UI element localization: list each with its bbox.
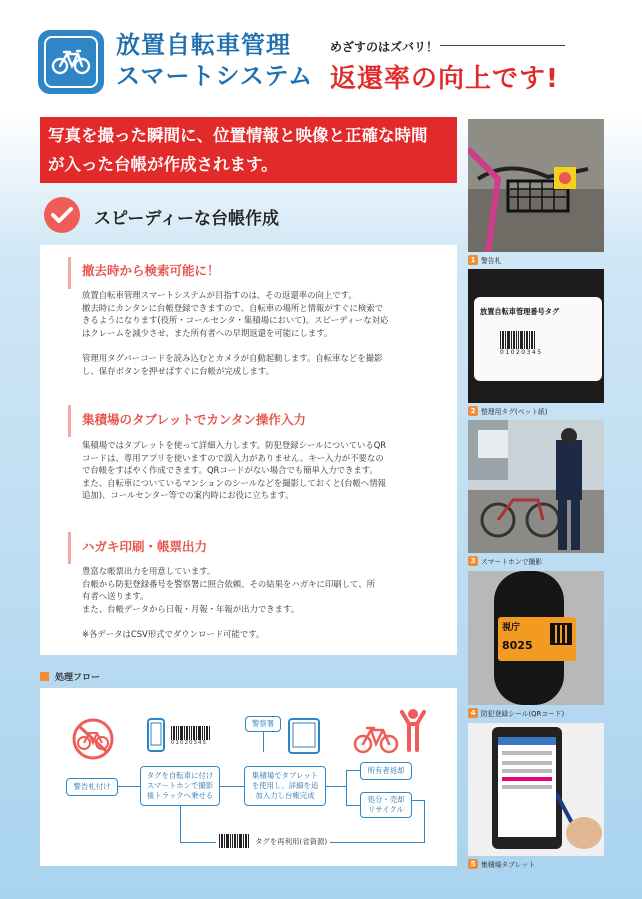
photo-number: 2 bbox=[468, 406, 478, 416]
barcode-icon bbox=[219, 834, 249, 848]
photo-caption-1 bbox=[468, 255, 501, 265]
photo-number: 5 bbox=[468, 859, 478, 869]
tagline-headline: 返還率の向上です! bbox=[330, 64, 559, 94]
section-title-print: ハガキ印刷・帳票出力 bbox=[82, 539, 208, 554]
barcode-icon bbox=[171, 726, 210, 746]
photo-caption-2 bbox=[468, 406, 547, 416]
police-station-box: 警察署 bbox=[245, 716, 281, 732]
flow-connector bbox=[346, 770, 360, 771]
feature-panel bbox=[40, 245, 457, 655]
person-icon bbox=[400, 708, 426, 752]
brand-line-2: スマートシステム bbox=[116, 62, 314, 90]
reuse-tag-label bbox=[216, 834, 330, 848]
flow-label-text: 処理フロー bbox=[55, 673, 101, 683]
headline-banner bbox=[40, 117, 457, 183]
tablet-icon bbox=[288, 718, 320, 754]
photo-number: 3 bbox=[468, 556, 478, 566]
sticker-number: 8025 bbox=[502, 639, 533, 652]
flow-connector bbox=[424, 800, 425, 842]
photo-warning-tag bbox=[468, 119, 604, 252]
photo-caption-text: 防犯登録シール(QRコード) bbox=[481, 710, 565, 718]
barcode-number: 01020345 bbox=[171, 740, 207, 746]
flow-label bbox=[40, 670, 100, 683]
section-body-print: 豊富な帳票出力を用意しています。 台帳から防犯登録番号を警察署に照合依頼、その結果をハガキに印刷して、所 有者へ送ります。 また、台帳データから日報・月報・年報が出力できます。 ※各データはCSV形式でダウンロード可能です。 bbox=[82, 566, 375, 639]
smartphone-icon bbox=[147, 718, 165, 752]
flow-connector bbox=[346, 770, 347, 806]
photo-caption-text: 整理用タグ(ペット紙) bbox=[481, 408, 548, 416]
tag-number-text: 01020345 bbox=[500, 349, 543, 356]
flow-connector bbox=[118, 786, 140, 787]
reuse-text: タグを再利用(省資源) bbox=[255, 836, 328, 846]
flow-connector bbox=[263, 732, 264, 752]
tag-and-photo-box: タグを自転車に付け スマートホンで撮影 後トラックへ乗せる bbox=[140, 766, 220, 806]
barcode-icon bbox=[500, 331, 596, 356]
section-accent-bar bbox=[68, 532, 71, 564]
flow-connector bbox=[180, 806, 181, 842]
photo-caption-text: 警告札 bbox=[481, 257, 502, 265]
photo-collection-tablet bbox=[468, 723, 604, 856]
photo-smartphone-shot bbox=[468, 420, 604, 553]
section-body-search: 放置自転車管理スマートシステムが目指すのは、その返還率の向上です。 撤去時にカンタンに台帳登録できますので、自転車の場所と情報がすぐに検索で きるようになります(役所・コールセンタ・集積場において)。スピーディーな対応 はクレームを減少させ、また所有者への早期返還を可能にします。 管理用タグバーコードを読み込むとカメラが自動起動します。自転車などを撮影 し、保存ボタンを押せばすぐに台帳が完成します。 bbox=[82, 290, 389, 376]
owner-return-box: 所有者返却 bbox=[360, 762, 412, 780]
tag-title-text: 放置自転車管理番号タグ bbox=[480, 307, 560, 316]
checkmark-icon bbox=[44, 197, 80, 233]
flow-connector bbox=[220, 786, 244, 787]
flow-connector bbox=[412, 800, 424, 801]
section-body-tablet: 集積場ではタブレットを使って詳細入力します。防犯登録シールについているQR コードは、専用アプリを使いますので誤入力がありません。キー入力が不要なの で台帳をすばやく作成できます。QRコードがない場合でも簡単入力できます。 また、自転車についているマンションのシールなどを撮影しておくと(台帳へ情報 追加)、コールセンター等での案内時にお役に立ちます。 bbox=[82, 440, 387, 501]
flow-connector bbox=[346, 805, 360, 806]
sticker-text-top: 視庁 bbox=[502, 623, 521, 633]
feature-title: スピーディーな台帳作成 bbox=[94, 209, 279, 229]
photo-caption-3 bbox=[468, 556, 542, 566]
disposal-box: 処分・売却 リサイクル bbox=[360, 792, 412, 818]
brand-line-1: 放置自転車管理 bbox=[116, 31, 291, 59]
stylus-hand-icon bbox=[556, 793, 604, 853]
photo-caption-text: 集積場タブレット bbox=[481, 861, 536, 869]
section-title-search: 撤去時から検索可能に！ bbox=[82, 263, 220, 278]
banner-line-2: が入った台帳が作成されます。 bbox=[48, 155, 278, 174]
process-flow-diagram bbox=[40, 688, 457, 866]
bicycle-return-icon bbox=[352, 724, 400, 754]
photo-caption-text: スマートホンで撮影 bbox=[481, 558, 543, 566]
bicycle-icon bbox=[51, 49, 91, 75]
photo-number: 4 bbox=[468, 708, 478, 718]
warning-tag-box: 警告札付け bbox=[66, 778, 118, 796]
tagline-small: めざすのはズバリ！ bbox=[330, 40, 439, 54]
banner-line-1: 写真を撮った瞬間に、位置情報と映像と正確な時間 bbox=[48, 126, 428, 145]
square-bullet-icon bbox=[40, 672, 49, 681]
photo-caption-5 bbox=[468, 859, 535, 869]
section-accent-bar bbox=[68, 405, 71, 437]
tagline-divider bbox=[440, 45, 565, 46]
photo-number: 1 bbox=[468, 255, 478, 265]
photo-management-tag bbox=[468, 269, 604, 403]
app-logo bbox=[38, 30, 104, 94]
brand-title bbox=[116, 30, 313, 92]
flow-connector bbox=[326, 786, 346, 787]
section-accent-bar bbox=[68, 257, 71, 289]
photo-caption-4 bbox=[468, 708, 564, 718]
tablet-entry-box: 集積場でタブレット を使用し、詳細を追 加入力し台帳完成 bbox=[244, 766, 326, 806]
qr-code-icon bbox=[550, 623, 572, 645]
photo-registration-sticker bbox=[468, 571, 604, 705]
no-bicycle-icon bbox=[66, 718, 120, 760]
section-title-tablet: 集積場のタブレットでカンタン操作入力 bbox=[82, 412, 306, 427]
